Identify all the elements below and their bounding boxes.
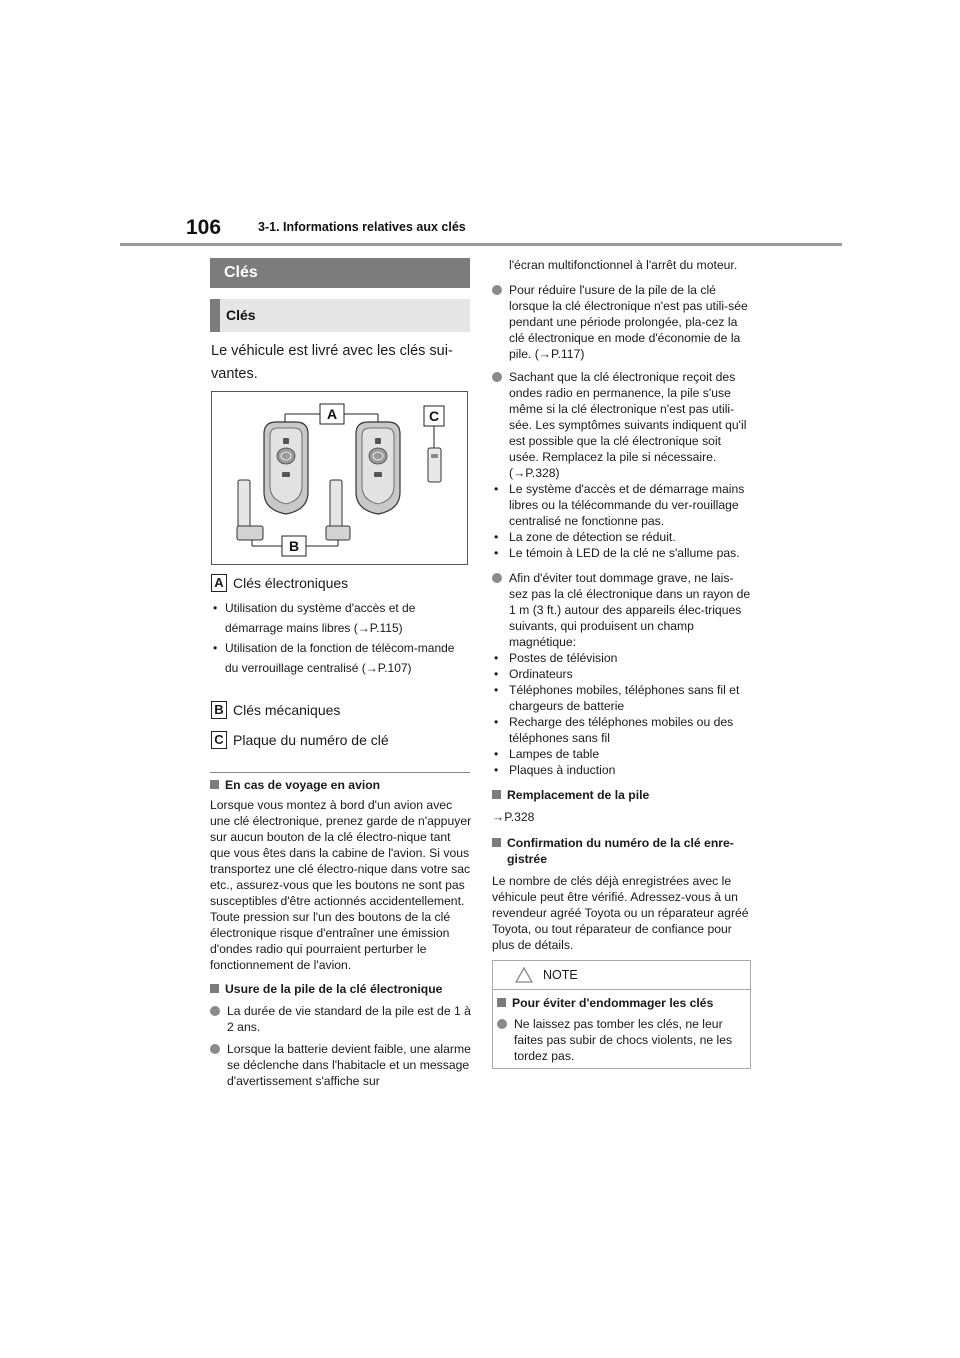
symptom-item: • La zone de détection se réduit. bbox=[492, 529, 752, 545]
note-heading: Pour éviter d'endommager les clés bbox=[497, 995, 744, 1011]
mechanical-key-right bbox=[326, 480, 350, 540]
note-item: Ne laissez pas tomber les clés, ne leur faites pas subir de chocs violents, ne les tordez pas. bbox=[497, 1016, 744, 1064]
key-label-a bbox=[211, 574, 348, 592]
battery-heading: Usure de la pile de la clé électronique bbox=[210, 981, 472, 997]
key-a-bullet: • Utilisation de la fonction de télécom-mande du verrouillage centralisé (→P.107) bbox=[213, 638, 471, 678]
circle-bullet-icon bbox=[210, 1044, 220, 1054]
square-bullet-icon bbox=[497, 998, 506, 1007]
battery-item: Lorsque la batterie devient faible, une alarme se déclenche dans l'habitacle et un message d'avertissement s'affiche sur bbox=[210, 1041, 472, 1089]
symptom-item: • Le système d'accès et de démarrage mains libres ou la télécommande du ver-rouillage centralisé ne fonctionne pas. bbox=[492, 481, 752, 529]
note-body bbox=[493, 990, 750, 1064]
confirmation-text: Le nombre de clés déjà enregistrées avec le véhicule peut être vérifié. Adressez-vous à un revendeur agréé Toyota ou un réparateur agréé Toyota, ou tout réparateur de confiance pour plus de détails. bbox=[492, 874, 749, 952]
key-a-bullets bbox=[213, 598, 471, 678]
travel-text: Lorsque vous montez à bord d'un avion avec une clé électronique, prenez garde de n'appuyer sur aucun bouton de la clé électro-nique tant que vous êtes dans la cabine de l'avion. Si vous transportez une clé électro-nique dans votre sac etc., assurez-vous que les boutons ne sont pas susceptibles d'être actionnés accidentellement. Toute pression sur l'un des boutons de la clé électronique risque d'entraîner une émission d'ondes radio qui pourraient perturber le fonctionnement de l'avion. bbox=[210, 798, 472, 972]
intro-text: Le véhicule est livré avec les clés sui-vantes. bbox=[211, 343, 453, 382]
symptom-item: • Le témoin à LED de la clé ne s'allume pas. bbox=[492, 545, 752, 561]
square-bullet-icon bbox=[492, 790, 501, 799]
device-item: • Recharge des téléphones mobiles ou des téléphones sans fil bbox=[492, 714, 752, 746]
replacement-heading: Remplacement de la pile bbox=[492, 787, 752, 803]
callout-b-label: B bbox=[288, 538, 300, 554]
device-item: • Ordinateurs bbox=[492, 666, 752, 682]
callout-c-label: C bbox=[428, 408, 440, 424]
chapter-title: 3-1. Informations relatives aux clés bbox=[258, 220, 466, 234]
callout-b bbox=[282, 536, 306, 556]
note-header bbox=[493, 961, 750, 990]
replacement-ref: →P.328 bbox=[492, 810, 535, 824]
right-column bbox=[492, 257, 752, 953]
key-label-c bbox=[211, 731, 389, 749]
left-column-notes bbox=[210, 777, 472, 1089]
subsection-title: Clés bbox=[210, 299, 470, 332]
battery-item: Sachant que la clé électronique reçoit des ondes radio en permanence, la pile s'use même si la clé électronique n'est pas utili-sée. Les symptômes suivants indiquent qu'il est possible que la clé électronique soit usée. Remplacez la pile si nécessaire. (→P.328) bbox=[492, 369, 752, 481]
key-label-c-text: Plaque du numéro de clé bbox=[233, 732, 389, 748]
letter-box-b: B bbox=[211, 701, 227, 719]
circle-bullet-icon bbox=[492, 285, 502, 295]
square-bullet-icon bbox=[210, 984, 219, 993]
mechanical-key-left bbox=[237, 480, 263, 540]
circle-bullet-icon bbox=[210, 1006, 220, 1016]
square-bullet-icon bbox=[492, 838, 501, 847]
note-box bbox=[492, 960, 751, 1069]
circle-bullet-icon bbox=[492, 372, 502, 382]
callout-a-label: A bbox=[326, 406, 338, 422]
note-title: NOTE bbox=[543, 968, 578, 982]
page-number: 106 bbox=[186, 216, 222, 239]
damage-item: Afin d'éviter tout dommage grave, ne lais-sez pas la clé électronique dans un rayon de 1 m (3 ft.) autour des appareils élec-triques suivants, qui produisent un champ magnétique: bbox=[492, 570, 752, 650]
electronic-key-right bbox=[356, 422, 400, 514]
letter-box-c: C bbox=[211, 731, 227, 749]
keys-figure bbox=[211, 391, 468, 565]
device-item: • Plaques à induction bbox=[492, 762, 752, 778]
electronic-key-left bbox=[264, 422, 308, 514]
circle-bullet-icon bbox=[497, 1019, 507, 1029]
confirmation-heading: Confirmation du numéro de la clé enre-gistrée bbox=[492, 835, 752, 867]
section-title: Clés bbox=[210, 258, 470, 288]
continuation-text: l'écran multifonctionnel à l'arrêt du moteur. bbox=[509, 258, 738, 272]
battery-item: Pour réduire l'usure de la pile de la clé lorsque la clé électronique n'est pas utili-sée pendant une période prolongée, pla-cez la clé électronique en mode d'économie de la pile. (→P.117) bbox=[492, 282, 752, 362]
callout-a bbox=[320, 404, 344, 424]
circle-bullet-icon bbox=[492, 573, 502, 583]
key-label-a-text: Clés électroniques bbox=[233, 575, 349, 591]
travel-heading: En cas de voyage en avion bbox=[210, 777, 472, 793]
keys-illustration bbox=[212, 392, 467, 564]
divider bbox=[210, 772, 470, 773]
key-a-bullet: • Utilisation du système d'accès et de démarrage mains libres (→P.115) bbox=[213, 598, 471, 638]
callout-c bbox=[424, 406, 444, 426]
battery-item: La durée de vie standard de la pile est de 1 à 2 ans. bbox=[210, 1003, 472, 1035]
device-item: • Téléphones mobiles, téléphones sans fil et chargeurs de batterie bbox=[492, 682, 752, 714]
device-item: • Postes de télévision bbox=[492, 650, 752, 666]
letter-box-a: A bbox=[211, 574, 227, 592]
warning-triangle-icon bbox=[515, 967, 533, 983]
key-label-b-text: Clés mécaniques bbox=[233, 702, 341, 718]
header-rule bbox=[120, 243, 842, 246]
device-item: • Lampes de table bbox=[492, 746, 752, 762]
square-bullet-icon bbox=[210, 780, 219, 789]
key-number-plate bbox=[428, 448, 441, 482]
key-label-b bbox=[211, 701, 340, 719]
